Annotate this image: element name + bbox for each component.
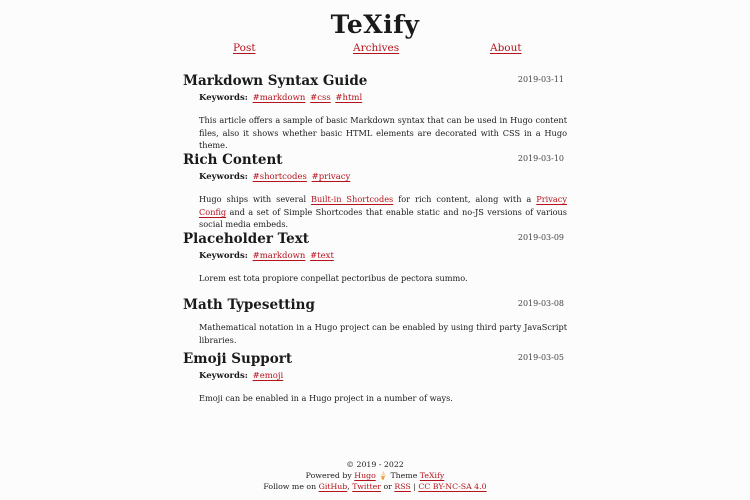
keyword-link[interactable]: #emoji: [252, 371, 284, 381]
comma: ,: [347, 482, 353, 491]
main-nav: [0, 42, 750, 58]
ice-cream-icon: 🍦: [378, 471, 388, 480]
keyword-link[interactable]: #html: [335, 93, 363, 103]
post-title[interactable]: Rich Content: [183, 152, 283, 168]
post-item: [183, 151, 567, 239]
site-title[interactable]: TeXify: [330, 10, 420, 39]
texify-link[interactable]: TeXify: [419, 471, 445, 480]
post-keywords: [199, 170, 567, 184]
hugo-link[interactable]: Hugo: [354, 471, 376, 480]
keywords-label: Keywords:: [199, 172, 248, 182]
keyword-link[interactable]: #text: [310, 251, 334, 261]
post-keywords: [199, 369, 567, 383]
powered-by-line: [0, 470, 750, 481]
keyword-link[interactable]: #shortcodes: [252, 172, 307, 182]
keywords-label: Keywords:: [199, 93, 248, 103]
nav-about[interactable]: About: [490, 42, 522, 54]
post-item: [183, 72, 567, 160]
builtin-shortcodes-link[interactable]: Built-in Shortcodes: [311, 194, 394, 204]
powered-by-text: Powered by: [305, 471, 355, 480]
keyword-link[interactable]: #privacy: [311, 172, 351, 182]
post-summary: [199, 193, 567, 231]
post-summary: This article offers a sample of basic Markdown syntax that can be used in Hugo content files, also it shows whether basic HTML elements are decorated with CSS in a Hugo theme.: [199, 115, 567, 150]
keywords-label: Keywords:: [199, 251, 248, 261]
post-title[interactable]: Emoji Support: [183, 351, 293, 367]
copyright: © 2019 - 2022: [346, 460, 404, 469]
post-title[interactable]: Math Typesetting: [183, 297, 315, 313]
post-keywords: [199, 91, 567, 105]
post-title[interactable]: Markdown Syntax Guide: [183, 73, 368, 89]
or-text: or: [380, 482, 395, 491]
post-keywords: [199, 249, 567, 263]
post-date: 2019-03-05: [517, 353, 564, 362]
keyword-link[interactable]: #css: [310, 93, 331, 103]
twitter-link[interactable]: Twitter: [352, 482, 381, 491]
privacy-config-link[interactable]: Privacy Config: [199, 194, 567, 217]
github-link[interactable]: GitHub: [318, 482, 348, 491]
site-footer: [0, 459, 750, 492]
post-date: 2019-03-10: [517, 154, 564, 163]
post-item: [183, 350, 567, 413]
summary-text: and a set of Simple Shortcodes that enable static and no-JS versions of various social media embeds.: [199, 206, 567, 229]
rss-link[interactable]: RSS: [394, 482, 411, 491]
keyword-link[interactable]: #markdown: [252, 93, 306, 103]
keyword-link[interactable]: #markdown: [252, 251, 306, 261]
post-item: [183, 230, 567, 293]
post-date: 2019-03-11: [517, 75, 564, 84]
post-date: 2019-03-08: [517, 299, 564, 308]
post-summary: Lorem est tota propiore conpellat pectoribus de pectora summo.: [199, 273, 468, 283]
nav-post[interactable]: Post: [233, 42, 256, 54]
nav-archives[interactable]: Archives: [353, 42, 400, 54]
summary-text: for rich content, along with a: [393, 194, 537, 204]
summary-text: Hugo ships with several: [199, 194, 312, 204]
post-summary: Emoji can be enabled in a Hugo project in a number of ways.: [199, 393, 453, 403]
follow-line: [0, 481, 750, 492]
post-date: 2019-03-09: [517, 233, 564, 242]
keywords-label: Keywords:: [199, 371, 248, 381]
post-item: [183, 296, 567, 354]
post-title[interactable]: Placeholder Text: [183, 231, 309, 247]
post-summary: Mathematical notation in a Hugo project can be enabled by using third party JavaScript libraries.: [199, 322, 567, 345]
separator: |: [410, 482, 419, 491]
follow-text: Follow me on: [263, 482, 319, 491]
license-link[interactable]: CC BY-NC-SA 4.0: [418, 482, 487, 491]
theme-text: Theme: [387, 471, 420, 480]
